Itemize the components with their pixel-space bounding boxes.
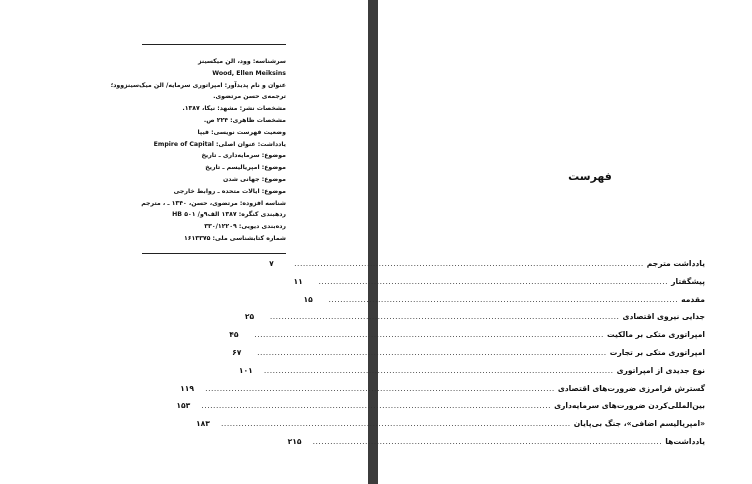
toc-entry[interactable] — [238, 365, 705, 384]
catalog-line: رده‌بندی دیویی: ۳۳۰/۱۲۲۰۹ — [204, 223, 286, 231]
catalog-line: وضعیت فهرست نویسی: فیپا — [197, 128, 286, 136]
toc-leader-dots — [201, 401, 551, 410]
toc-entry-page: ۱۱۹ — [180, 383, 195, 393]
toc-entry-page: ۱۸۳ — [196, 419, 210, 429]
toc-entry-page: ۴۵ — [229, 330, 239, 340]
toc-entry[interactable] — [287, 436, 705, 455]
toc-entry-page: ۷ — [269, 259, 274, 268]
toc-entry[interactable] — [229, 330, 705, 348]
toc-entry-label: بین‌المللی‌کردن ضرورت‌های سرمایه‌داری — [554, 401, 705, 411]
catalog-line: موضوع: جهانی شدن — [223, 175, 286, 183]
catalog-line: موضوع: امپریالیسم ـ تاریخ — [205, 164, 286, 172]
toc-leader-dots — [313, 437, 663, 446]
toc-entry[interactable] — [269, 259, 705, 277]
toc-entry-label: امپراتوری متکی بر مالکیت — [606, 330, 705, 340]
toc-entry-label: یادداشت‌ها — [665, 436, 705, 446]
catalog-line: شماره کتابشناسی ملی: ۱۶۱۳۳۷۵ — [183, 234, 286, 242]
catalog-line: موضوع: سرمایه‌داری ـ تاریخ — [201, 152, 286, 160]
catalog-line: موضوع: ایالات متحده ـ روابط خارجی — [173, 187, 286, 195]
toc-entry[interactable] — [232, 347, 705, 366]
toc-entry-page: ۲۵ — [244, 312, 255, 322]
cataloging-in-publication-block — [110, 44, 286, 254]
toc-leader-dots — [318, 277, 668, 286]
toc-leader-dots — [294, 259, 644, 268]
toc-entry-label: گسترش فرامرزی ضرورت‌های اقتصادی — [557, 383, 705, 393]
toc-entry[interactable] — [176, 401, 705, 419]
toc-entry-label: یادداشت مترجم — [646, 259, 705, 268]
table-of-contents — [176, 259, 705, 455]
catalog-line: ترجمه‌ی حسن مرتضوی. — [213, 93, 286, 101]
toc-entry[interactable] — [180, 383, 705, 402]
toc-entry-label: نوع جدیدی از امپراتوری — [616, 365, 705, 375]
toc-entry-page: ۱۱ — [293, 276, 303, 286]
page-gutter-divider — [368, 0, 378, 484]
toc-entry[interactable] — [196, 419, 705, 437]
toc-entry-label: جدایی نیروی اقتصادی — [622, 312, 705, 322]
catalog-line: ردهبندی کنگره: ۱۳۸۷ الف۹و/ ۵۰۱ HB — [172, 211, 286, 219]
toc-entry[interactable] — [244, 312, 705, 330]
catalog-top-rule — [142, 44, 286, 45]
catalog-line: مشخصات نشر: مشهد: نیکا، ۱۳۸۷. — [182, 105, 286, 113]
catalog-line: شناسه افزوده: مرتضوی، حسن، ۱۳۴۰ ـ ، مترجم — [141, 199, 286, 207]
toc-entry-label: پیشگفتار — [671, 276, 705, 286]
toc-entry-label: مقدمه — [681, 294, 705, 304]
toc-entry-page: ۱۵ — [303, 294, 313, 304]
catalog-line: Wood, Ellen Meiksins — [212, 69, 286, 77]
toc-title: فهرست — [568, 170, 612, 183]
toc-leader-dots — [257, 348, 607, 357]
catalog-bottom-rule — [142, 253, 286, 254]
toc-entry-page: ۱۵۳ — [176, 401, 191, 411]
toc-entry-label: «امپریالیسم اضافی»، جنگ بی‌پایان — [573, 419, 705, 429]
toc-entry-page: ۶۷ — [232, 347, 242, 357]
toc-leader-dots — [270, 312, 620, 321]
left-page — [0, 0, 368, 484]
toc-entry-page: ۲۱۵ — [287, 436, 302, 446]
toc-entry-label: امپراتوری متکی بر تجارت — [609, 347, 705, 357]
toc-leader-dots — [328, 295, 678, 304]
toc-entry[interactable] — [293, 276, 705, 295]
catalog-line: یادداشت: عنوان اصلی: Empire of Capital — [153, 140, 286, 148]
catalog-line: عنوان و نام پدیدآور: امپراتوری سرمایه/ الن میک‌سینزوود؛ — [110, 81, 286, 89]
toc-leader-dots — [205, 384, 555, 393]
catalog-line: سرشناسه: وود، الن میکسینز — [197, 58, 286, 65]
toc-entry-page: ۱۰۱ — [238, 365, 253, 375]
toc-leader-dots — [264, 366, 614, 375]
toc-leader-dots — [254, 330, 604, 339]
toc-leader-dots — [221, 419, 571, 428]
toc-entry[interactable] — [303, 294, 705, 313]
catalog-line: مشخصات ظاهری: ۲۲۴ ص. — [203, 116, 286, 124]
